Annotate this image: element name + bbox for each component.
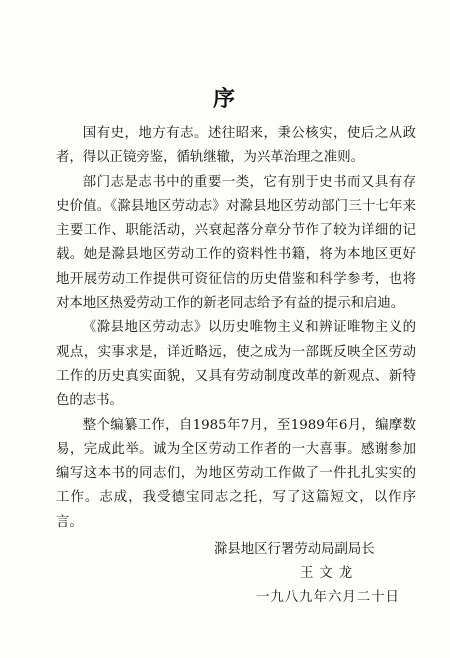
- paragraph-1: 国有史，地方有志。述往昭来，秉公核实，使后之从政者，得以正镜旁鉴，循轨继辙，为兴革治理之准则。: [56, 126, 416, 166]
- paragraph-3: 《滁县地区劳动志》以历史唯物主义和辨证唯物主义的观点，实事求是，详近略远，使之成为一部既反映全区劳动工作的历史真实面貌，又具有劳动制度改革的新观点、新特色的志书。: [56, 320, 416, 409]
- preface-body: [56, 122, 416, 535]
- signature-name: 王文龙: [300, 566, 359, 581]
- signature-organization: 滁县地区行署劳动局副局长: [214, 542, 375, 557]
- signature-date: 一九八九年六月二十日: [256, 590, 400, 605]
- paragraph-2: 部门志是志书中的重要一类，它有别于史书而又具有存史价值。《滁县地区劳动志》对滁县地区劳动部门三十七年来主要工作、职能活动，兴衰起落分章分节作了较为详细的记载。她是滁县地区劳动工作的资料性书籍，将为本地区更好地开展劳动工作提供可资征信的历史借鉴和科学参考，也将对本地区热爱劳动工作的新老同志给予有益的提示和启迪。: [56, 174, 416, 312]
- preface-title: 序: [212, 86, 237, 112]
- paragraph-4: 整个编纂工作，自1985年7月，至1989年6月，编摩数易，完成此举。诚为全区劳动工作者的一大喜事。感谢参加编写这本书的同志们，为地区劳动工作做了一件扎扎实实的工作。志成，我受德宝同志之托，写了这篇短文，以作序言。: [56, 417, 416, 530]
